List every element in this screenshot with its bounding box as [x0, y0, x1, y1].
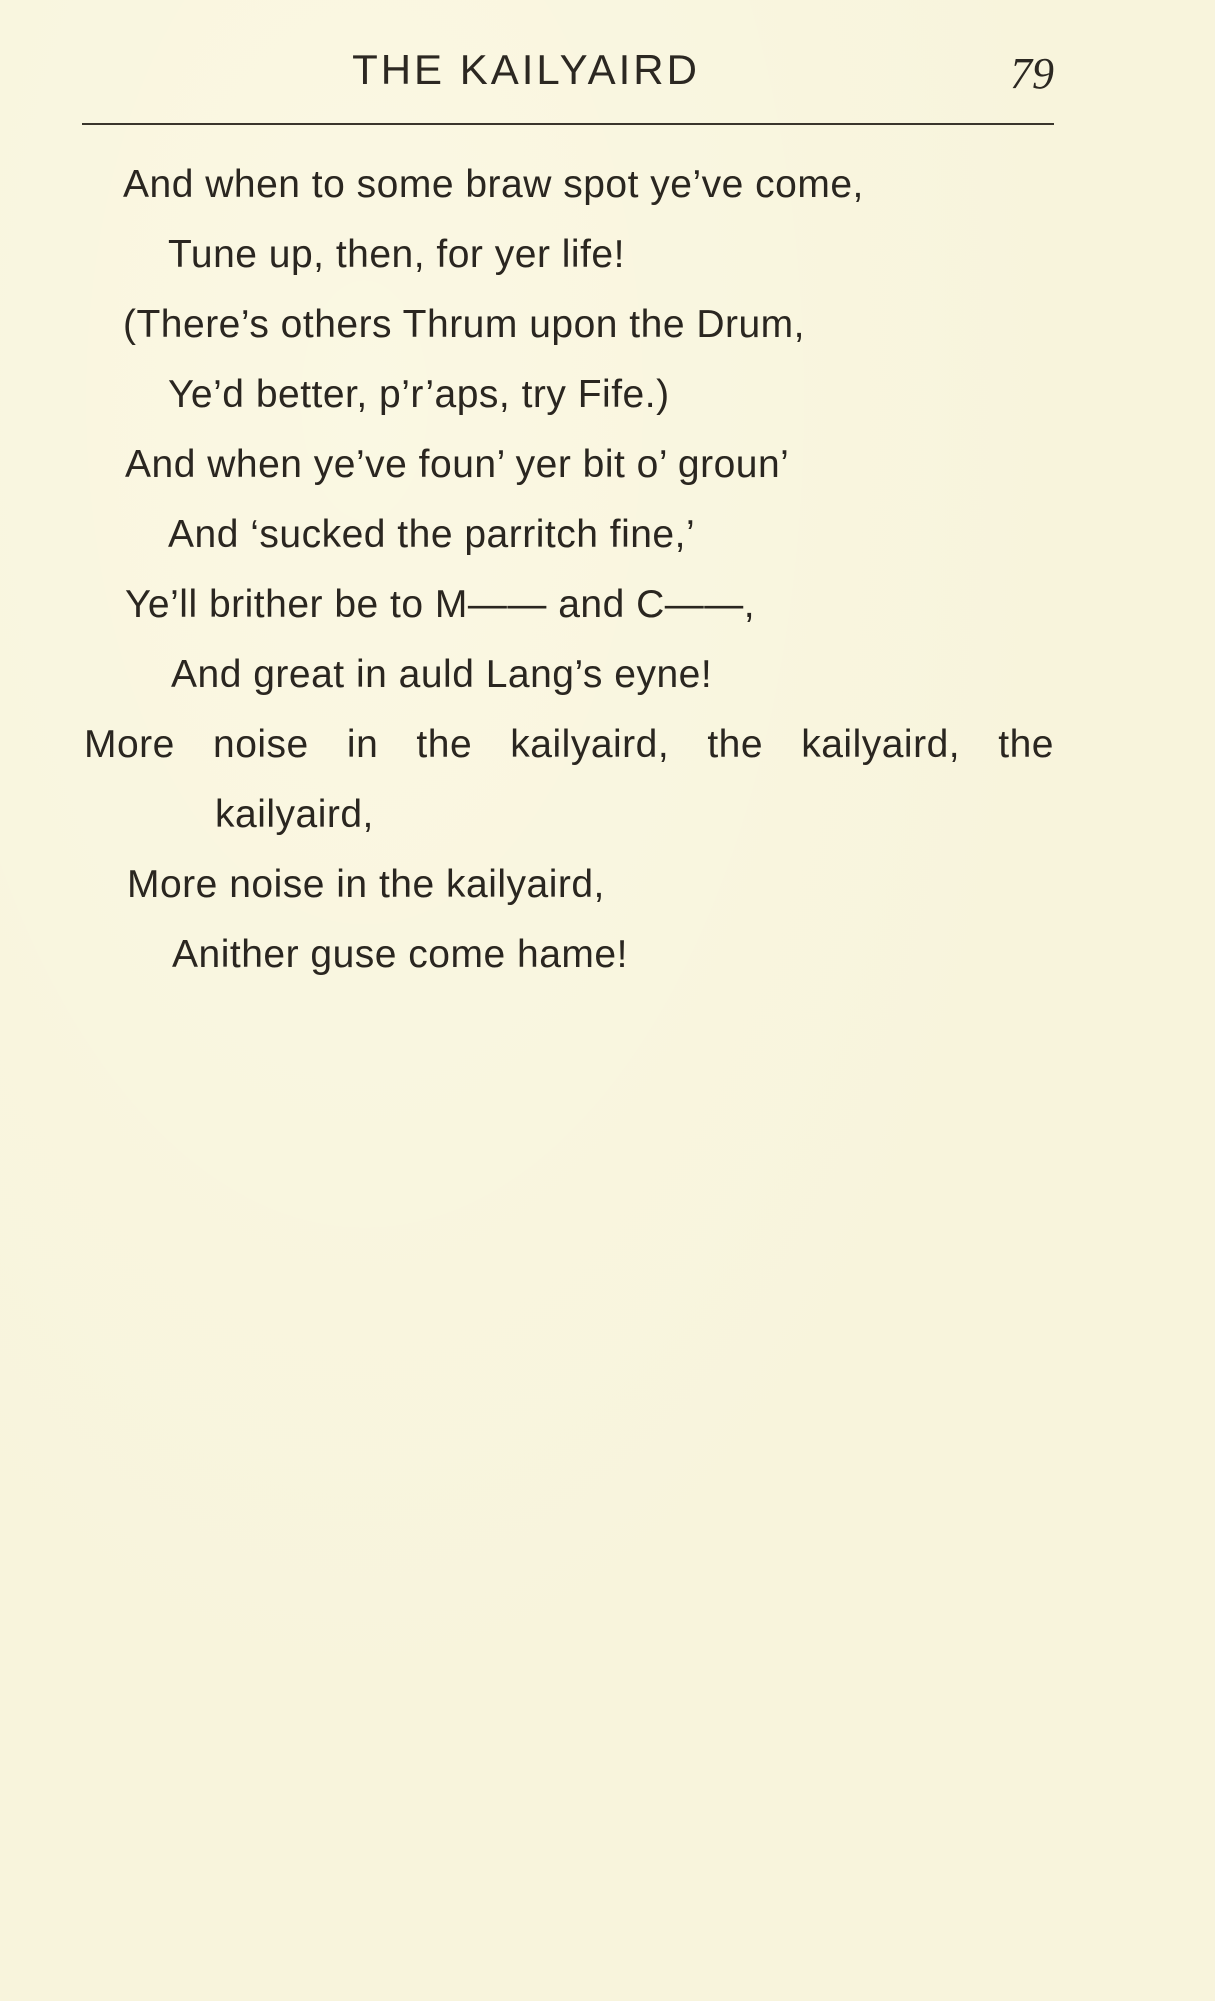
verse-line: Tune up, then, for yer life! [168, 233, 625, 276]
page-number: 79 [1010, 49, 1054, 98]
verse-line: And great in auld Lang’s eyne! [171, 653, 713, 696]
refrain-line: More noise in the kailyaird, [127, 863, 605, 906]
verse-line: And ‘sucked the parritch fine,’ [168, 513, 696, 556]
refrain-line: More noise in the kailyaird, the kailyaird, the [84, 723, 1054, 766]
header-rule [82, 123, 1054, 125]
running-head [82, 40, 1054, 100]
verse-line: (There’s others Thrum upon the Drum, [123, 303, 806, 346]
verse-line: And when to some braw spot ye’ve come, [123, 163, 864, 206]
running-title: THE KAILYAIRD [352, 46, 700, 93]
verse-line: And when ye’ve foun’ yer bit o’ groun’ [125, 443, 790, 486]
refrain-line: Anither guse come hame! [172, 933, 628, 976]
verse-line: Ye’ll brither be to M—— and C——, [125, 583, 756, 626]
refrain-line-continuation: kailyaird, [215, 793, 374, 836]
verse-line: Ye’d better, p’r’aps, try Fife.) [168, 373, 670, 416]
